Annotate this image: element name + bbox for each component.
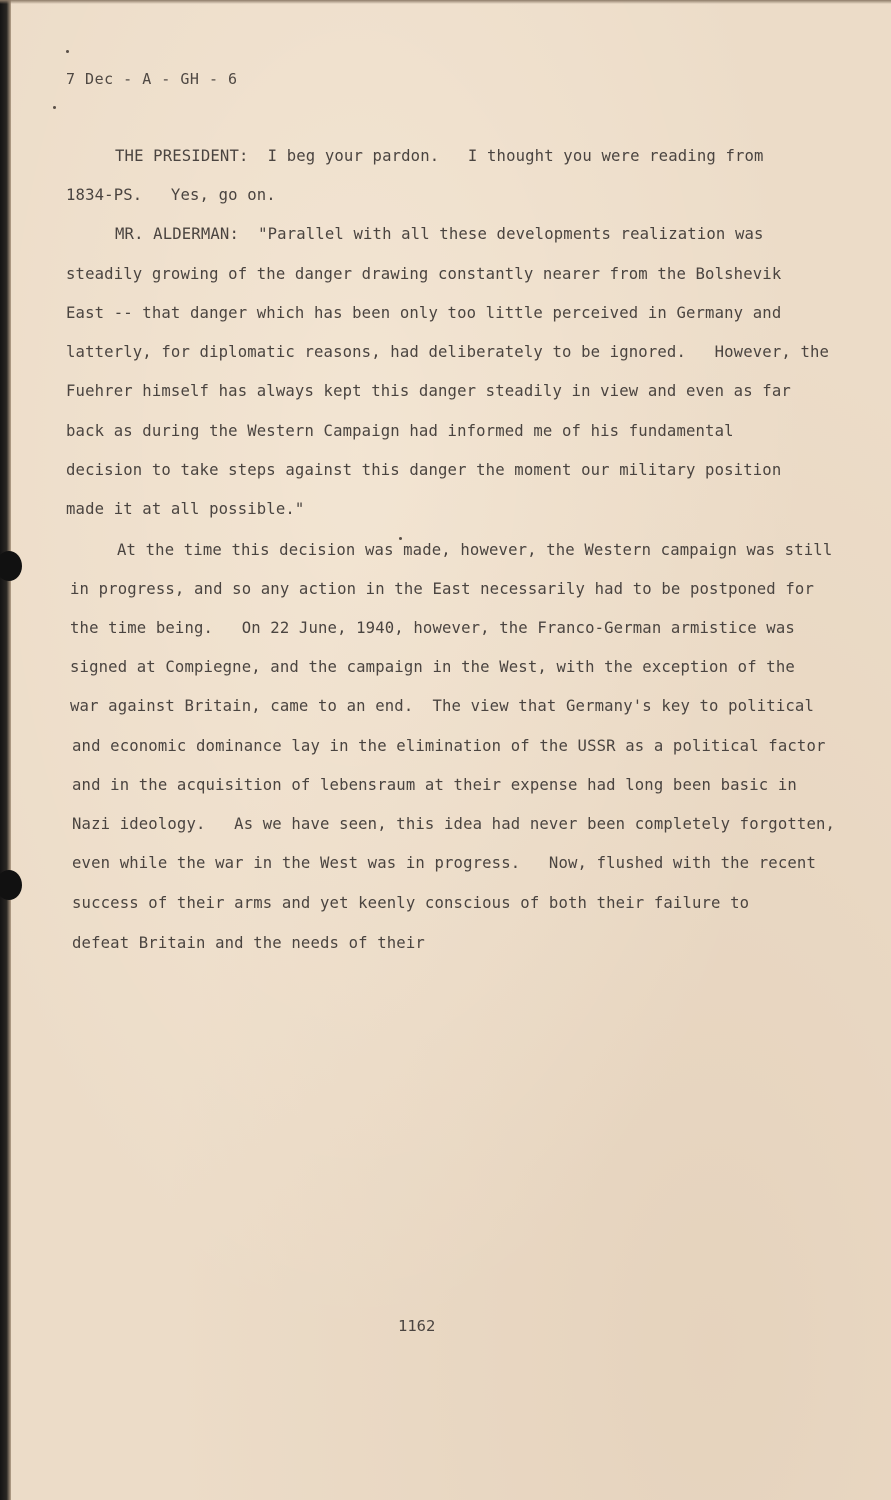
- text-line: success of their arms and yet keenly conscious of both their failure to: [72, 894, 750, 912]
- text-line: back as during the Western Campaign had informed me of his fundamental: [66, 422, 734, 440]
- text-line: signed at Compiegne, and the campaign in the West, with the exception of the: [70, 658, 795, 676]
- text-line: latterly, for diplomatic reasons, had deliberately to be ignored. However, the: [66, 343, 830, 361]
- text-line: war against Britain, came to an end. The view that Germany's key to political: [70, 697, 814, 715]
- text-line: defeat Britain and the needs of their: [72, 934, 425, 952]
- page-number: 1162: [398, 1317, 436, 1335]
- text-line: steadily growing of the danger drawing constantly nearer from the Bolshevik: [66, 265, 782, 283]
- text-line: made it at all possible.": [66, 500, 305, 518]
- document-reference: 7 Dec - A - GH - 6: [66, 70, 238, 88]
- scan-binding-edge: [0, 0, 11, 1500]
- punch-hole: [0, 551, 22, 581]
- text-line: and in the acquisition of lebensraum at their expense had long been basic in: [72, 776, 797, 794]
- text-line: MR. ALDERMAN: "Parallel with all these developments realization was: [115, 225, 764, 243]
- text-line: even while the war in the West was in progress. Now, flushed with the recent: [72, 854, 816, 872]
- text-line: At the time this decision was made, however, the Western campaign was still: [117, 541, 833, 559]
- paper-speck: [53, 106, 56, 109]
- text-line: decision to take steps against this danger the moment our military position: [66, 461, 782, 479]
- punch-hole: [0, 870, 22, 900]
- text-line: East -- that danger which has been only too little perceived in Germany and: [66, 304, 782, 322]
- scan-top-edge: [0, 0, 891, 4]
- text-line: 1834-PS. Yes, go on.: [66, 186, 276, 204]
- text-line: and economic dominance lay in the elimination of the USSR as a political factor: [72, 737, 826, 755]
- text-line: Fuehrer himself has always kept this danger steadily in view and even as far: [66, 382, 791, 400]
- text-line: the time being. On 22 June, 1940, however, the Franco-German armistice was: [70, 619, 795, 637]
- text-line: in progress, and so any action in the East necessarily had to be postponed for: [70, 580, 814, 598]
- text-line: THE PRESIDENT: I beg your pardon. I thought you were reading from: [115, 147, 764, 165]
- paper-speck: [66, 50, 69, 53]
- text-line: Nazi ideology. As we have seen, this idea had never been completely forgotten,: [72, 815, 836, 833]
- paper-speck: [399, 537, 402, 540]
